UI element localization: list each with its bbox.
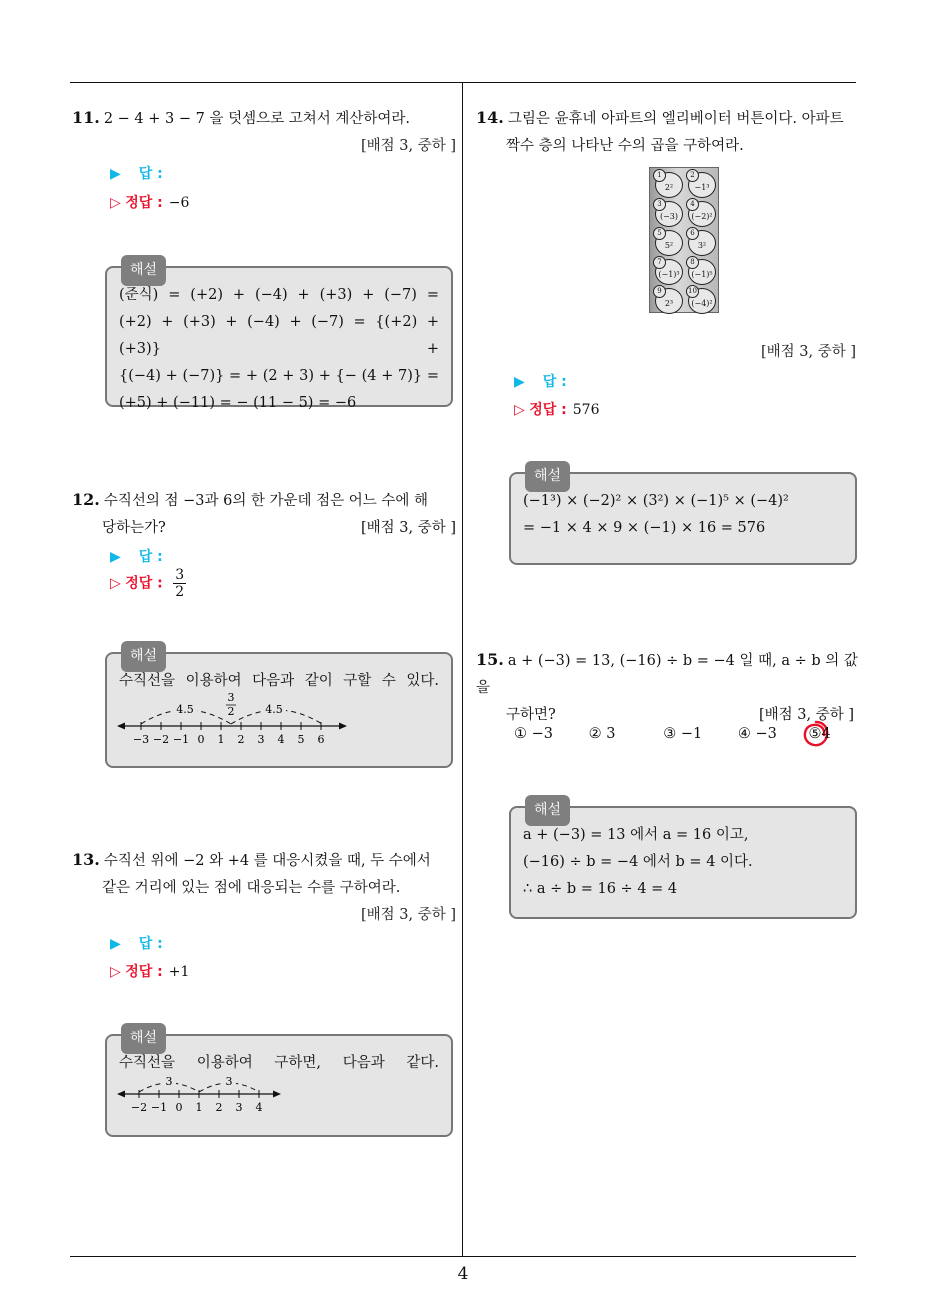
choice-mark: ⑤ xyxy=(808,726,822,742)
question-11 xyxy=(72,104,456,160)
score-label: [배점 3, 중하 ] xyxy=(758,707,854,723)
tick-label: −2 xyxy=(130,1101,148,1114)
floor-number: 10 xyxy=(686,285,699,298)
answer-row xyxy=(110,163,163,183)
correct-label: 정답 : xyxy=(125,195,163,211)
explanation-line: (+5) + (−11) = − (11 − 5) = −6 xyxy=(119,395,357,411)
question-text: 짝수 층의 나타난 수의 곱을 구하여라. xyxy=(506,138,744,154)
tick-label: 6 xyxy=(317,733,325,746)
floor-number: 7 xyxy=(653,256,666,269)
arc-label-left: 3 xyxy=(165,1075,173,1088)
choice-1[interactable] xyxy=(514,726,584,742)
correct-answer-row xyxy=(110,192,189,212)
explanation-box xyxy=(509,802,857,919)
choice-value: −3 xyxy=(531,726,553,742)
question-number: 11. xyxy=(72,108,100,127)
button-value: (−1)⁵ xyxy=(691,270,713,279)
correct-triangle-icon: ▷ xyxy=(110,575,121,592)
question-text: 수직선의 점 −3과 6의 한 가운데 점은 어느 수에 해 xyxy=(103,493,429,509)
tick-label: 3 xyxy=(257,733,265,746)
answer-label: 답 : xyxy=(138,936,163,952)
choice-list xyxy=(514,726,831,742)
correct-fraction xyxy=(173,567,186,600)
tick-label: 0 xyxy=(175,1101,183,1114)
bottom-rule xyxy=(70,1256,856,1257)
score-label: [배점 3, 중하 ] xyxy=(360,520,456,536)
explanation-line: (−1³) × (−2)² × (3²) × (−1)⁵ × (−4)² xyxy=(523,493,789,509)
answer-row xyxy=(110,546,163,566)
button-value: 2² xyxy=(664,183,674,192)
choice-mark: ② xyxy=(588,726,602,742)
explanation-tag: 해설 xyxy=(121,641,166,672)
correct-value: −6 xyxy=(168,195,190,211)
elevator-button-grid xyxy=(650,168,718,318)
number-line-figure xyxy=(117,1076,287,1121)
midpoint-numerator: 3 xyxy=(227,691,235,704)
elevator-button xyxy=(655,172,683,198)
tick-label: 5 xyxy=(297,733,305,746)
arc-label-left: 4.5 xyxy=(176,703,194,716)
tick-label: 4 xyxy=(277,733,285,746)
tick-label: 2 xyxy=(215,1101,223,1114)
explanation-line: 수직선을 이용하여 구하면, 다음과 같다. xyxy=(119,1055,439,1071)
correct-triangle-icon: ▷ xyxy=(514,402,525,418)
floor-number: 3 xyxy=(653,198,666,211)
choice-mark: ④ xyxy=(737,726,751,742)
page-number: 4 xyxy=(457,1264,469,1284)
choice-5[interactable] xyxy=(808,726,830,742)
question-number: 15. xyxy=(476,650,504,669)
elevator-button xyxy=(655,201,683,227)
correct-label: 정답 : xyxy=(125,964,163,980)
question-text: 같은 거리에 있는 점에 대응되는 수를 구하여라. xyxy=(102,880,401,896)
question-text: 2 − 4 + 3 − 7 을 덧셈으로 고쳐서 계산하여라. xyxy=(103,111,410,127)
choice-value: 3 xyxy=(606,726,616,742)
number-line-figure xyxy=(117,691,357,758)
question-12 xyxy=(72,486,456,542)
floor-number: 8 xyxy=(686,256,699,269)
question-15 xyxy=(476,646,860,729)
button-value: 2³ xyxy=(664,299,674,308)
floor-number: 6 xyxy=(686,227,699,240)
elevator-button xyxy=(688,172,716,198)
button-value: (−2)² xyxy=(691,212,713,221)
answer-triangle-icon: ▶ xyxy=(110,936,121,952)
tick-label: 4 xyxy=(255,1101,263,1114)
answer-label: 답 : xyxy=(138,166,163,182)
button-value: (−3) xyxy=(659,212,679,221)
choice-mark: ① xyxy=(514,726,527,742)
elevator-button xyxy=(655,259,683,285)
correct-answer-row xyxy=(110,567,186,600)
correct-triangle-icon: ▷ xyxy=(110,195,121,211)
explanation-line: {(−4) + (−7)} = + (2 + 3) + {− (4 + 7)} = xyxy=(119,368,439,384)
answer-triangle-icon: ▶ xyxy=(514,374,525,390)
column-divider xyxy=(462,82,463,1257)
button-value: (−1)³ xyxy=(658,270,680,279)
tick-label: −2 xyxy=(152,733,170,746)
choice-value: −3 xyxy=(755,726,777,742)
explanation-line: ∴ a ÷ b = 16 ÷ 4 = 4 xyxy=(523,881,678,897)
elevator-button xyxy=(655,288,683,314)
choice-4[interactable] xyxy=(738,726,804,742)
top-rule xyxy=(70,82,856,83)
elevator-panel xyxy=(649,167,719,313)
button-value: −1³ xyxy=(694,183,710,192)
elevator-button xyxy=(688,288,716,314)
explanation-line: (+2) + (+3) + (−4) + (−7) = {(+2) + (+3)} + xyxy=(119,314,439,357)
floor-number: 9 xyxy=(653,285,666,298)
tick-label: 0 xyxy=(197,733,205,746)
choice-3[interactable] xyxy=(663,726,733,742)
score-label: [배점 3, 중하 ] xyxy=(760,344,856,360)
elevator-button xyxy=(688,230,716,256)
explanation-line: 수직선을 이용하여 다음과 같이 구할 수 있다. xyxy=(119,673,439,689)
button-value: 3² xyxy=(697,241,707,250)
question-text: 구하면? xyxy=(506,707,556,723)
tick-label: 1 xyxy=(217,733,225,746)
correct-value: 576 xyxy=(572,402,600,418)
explanation-line: (준식) = (+2) + (−4) + (+3) + (−7) = xyxy=(119,287,439,303)
fraction-numerator: 3 xyxy=(175,567,185,583)
question-text: a + (−3) = 13, (−16) ÷ b = −4 일 때, a ÷ b 의 값을 xyxy=(476,653,858,696)
correct-label: 정답 : xyxy=(125,575,163,592)
tick-label: 3 xyxy=(235,1101,243,1114)
tick-label: −1 xyxy=(150,1101,168,1114)
explanation-box xyxy=(105,262,453,411)
explanation-tag: 해설 xyxy=(525,795,570,826)
answer-triangle-icon: ▶ xyxy=(110,166,121,182)
button-value: (−4)² xyxy=(691,299,713,308)
question-number: 13. xyxy=(72,850,100,869)
correct-answer-row xyxy=(110,961,189,981)
answer-row xyxy=(514,371,567,391)
midpoint-denominator: 2 xyxy=(227,705,235,718)
elevator-button xyxy=(688,201,716,227)
correct-label: 정답 : xyxy=(529,402,567,418)
answer-label: 답 : xyxy=(542,374,567,390)
score-label: [배점 3, 중하 ] xyxy=(360,138,456,154)
arc-label-right: 3 xyxy=(225,1075,233,1088)
score-label: [배점 3, 중하 ] xyxy=(360,907,456,923)
answer-triangle-icon: ▶ xyxy=(110,549,121,565)
floor-number: 2 xyxy=(686,169,699,182)
tick-label: −1 xyxy=(172,733,190,746)
question-13 xyxy=(72,846,456,929)
explanation-tag: 해설 xyxy=(121,255,166,286)
explanation-box xyxy=(509,468,857,565)
button-value: 5² xyxy=(664,241,674,250)
arc-label-right: 4.5 xyxy=(265,703,283,716)
floor-number: 5 xyxy=(653,227,666,240)
tick-label: 1 xyxy=(195,1101,203,1114)
choice-2[interactable] xyxy=(589,726,659,742)
question-text: 당하는가? xyxy=(102,520,166,536)
choice-value: −1 xyxy=(680,726,703,742)
question-number: 14. xyxy=(476,108,504,127)
question-text: 수직선 위에 −2 와 +4 를 대응시켰을 때, 두 수에서 xyxy=(103,853,431,869)
question-text: 그림은 윤휴네 아파트의 엘리베이터 버튼이다. 아파트 xyxy=(507,111,844,127)
tick-label: 2 xyxy=(237,733,245,746)
explanation-tag: 해설 xyxy=(121,1023,166,1054)
question-14 xyxy=(476,104,860,160)
answer-row xyxy=(110,933,163,953)
elevator-button xyxy=(688,259,716,285)
choice-mark: ③ xyxy=(663,726,677,742)
answer-label: 답 : xyxy=(138,549,163,565)
explanation-box xyxy=(105,1030,453,1137)
correct-value: +1 xyxy=(168,964,190,980)
fraction-denominator: 2 xyxy=(175,584,185,600)
explanation-tag: 해설 xyxy=(525,461,570,492)
choice-value: 4 xyxy=(821,726,831,742)
floor-number: 4 xyxy=(686,198,699,211)
correct-answer-row xyxy=(514,399,600,419)
explanation-line: a + (−3) = 13 에서 a = 16 이고, xyxy=(523,827,749,843)
question-number: 12. xyxy=(72,490,100,509)
elevator-button xyxy=(655,230,683,256)
explanation-line: (−16) ÷ b = −4 에서 b = 4 이다. xyxy=(523,854,753,870)
explanation-line: = −1 × 4 × 9 × (−1) × 16 = 576 xyxy=(523,520,766,536)
tick-label: −3 xyxy=(132,733,150,746)
correct-triangle-icon: ▷ xyxy=(110,964,121,980)
explanation-box xyxy=(105,648,453,768)
floor-number: 1 xyxy=(653,169,666,182)
